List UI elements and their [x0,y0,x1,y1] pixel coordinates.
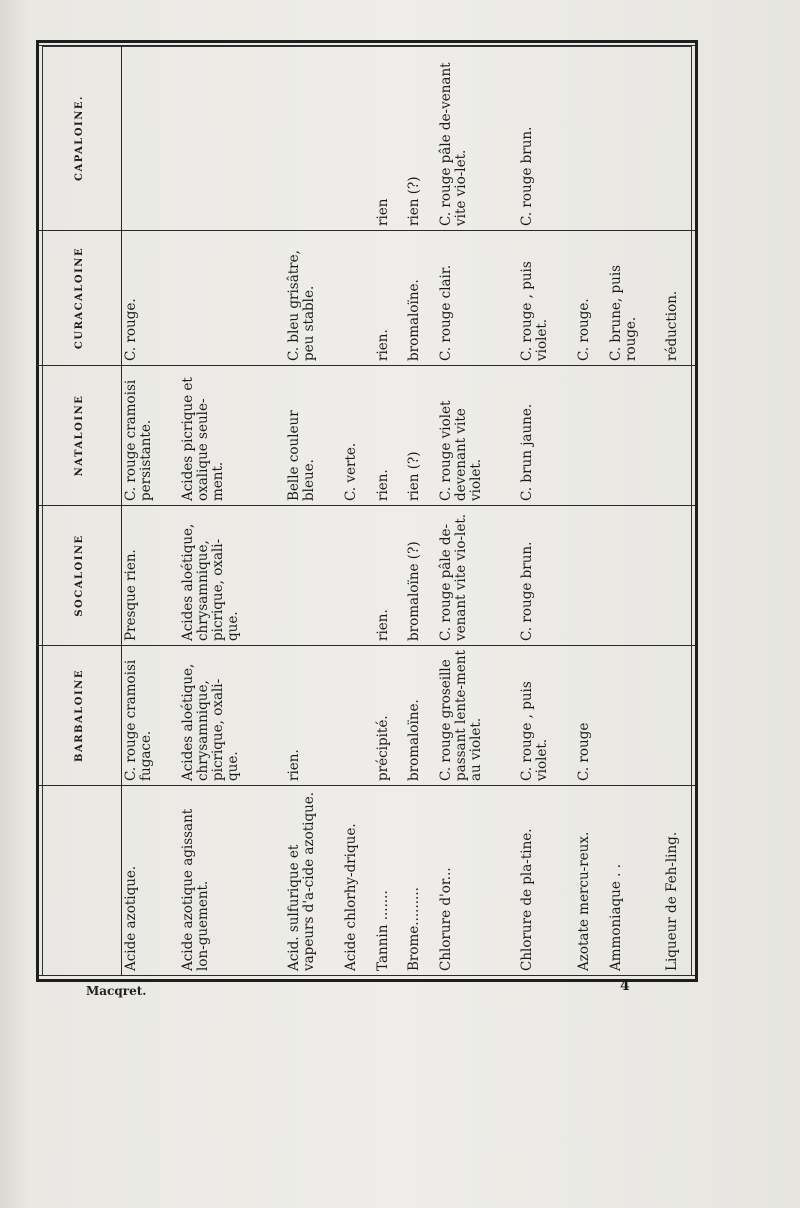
cell-reagent: Chlorure d'or... [437,786,519,976]
cell-reagent: Ammoniaque . . [607,786,664,976]
cell-barbaloine: précipité. [374,646,406,786]
table-row [575,46,607,976]
cell-socaloine: rien. [374,506,406,646]
table-row [607,46,664,976]
cell-socaloine [607,506,664,646]
cell-barbaloine: bromaloïne. [405,646,437,786]
header-socaloine: SOCALOINE [39,506,122,646]
cell-curacaloine: réduction. [663,231,695,366]
table-row [179,46,286,976]
cell-socaloine [285,506,342,646]
cell-socaloine: Acides aloétique, chrysamnique, picrique, oxali-que. [179,506,286,646]
cell-capaloine: C. rouge brun. [518,46,575,231]
table-row [663,46,695,976]
cell-barbaloine: Acides aloétique, chrysamnique, picrique, oxali-que. [179,646,286,786]
table-row [374,46,406,976]
header-nataloine: NATALOINE [39,366,122,506]
cell-capaloine: rien (?) [405,46,437,231]
cell-nataloine: rien (?) [405,366,437,506]
table-row [122,46,179,976]
cell-nataloine [575,366,607,506]
cell-capaloine [342,46,374,231]
cell-nataloine [607,366,664,506]
cell-barbaloine: C. rouge cramoisi fugace. [122,646,179,786]
header-curacaloine: CURACALOINE [39,231,122,366]
cell-curacaloine: rien. [374,231,406,366]
cell-barbaloine: rien. [285,646,342,786]
cell-curacaloine [179,231,286,366]
cell-curacaloine: C. rouge. [575,231,607,366]
cell-reagent: Chlorure de pla-tine. [518,786,575,976]
cell-barbaloine: C. rouge groseille passant lente-ment au violet. [437,646,519,786]
cell-reagent: Acide azotique agissant lon-guement. [179,786,286,976]
cell-capaloine [285,46,342,231]
cell-curacaloine: bromaloïne. [405,231,437,366]
cell-socaloine: C. rouge pâle de-venant vite vio-let. [437,506,519,646]
cell-nataloine [663,366,695,506]
cell-curacaloine: C. rouge clair. [437,231,519,366]
cell-curacaloine: C. bleu grisâtre, peu stable. [285,231,342,366]
cell-capaloine [122,46,179,231]
table-body [122,46,696,976]
cell-capaloine [607,46,664,231]
aloin-reactions-table [39,45,695,976]
cell-socaloine: Presque rien. [122,506,179,646]
header-barbaloine: BARBALOINE [39,646,122,786]
cell-reagent: Tannin ....... [374,786,406,976]
header-reagent [39,786,122,976]
table-row [285,46,342,976]
cell-socaloine [575,506,607,646]
cell-curacaloine: C. rouge , puis violet. [518,231,575,366]
cell-reagent: Liqueur de Feh-ling. [663,786,695,976]
cell-reagent: Acid. sulfurique et vapeurs d'a-cide azotique. [285,786,342,976]
cell-barbaloine [342,646,374,786]
cell-curacaloine [342,231,374,366]
cell-nataloine: Acides picrique et oxalique seule-ment. [179,366,286,506]
cell-reagent: Brome......... [405,786,437,976]
cell-capaloine: rien [374,46,406,231]
cell-socaloine: C. rouge brun. [518,506,575,646]
cell-nataloine: C. brun jaune. [518,366,575,506]
cell-capaloine [179,46,286,231]
cell-barbaloine [607,646,664,786]
cell-nataloine: Belle couleur bleue. [285,366,342,506]
cell-reagent: Acide chlorhy-drique. [342,786,374,976]
cell-curacaloine: C. rouge. [122,231,179,366]
table-row [405,46,437,976]
header-capaloine: CAPALOINE. [39,46,122,231]
cell-nataloine: C. verte. [342,366,374,506]
cell-nataloine: rien. [374,366,406,506]
rotated-table-container [39,46,695,976]
cell-barbaloine [663,646,695,786]
cell-barbaloine: C. rouge [575,646,607,786]
table-row [342,46,374,976]
cell-nataloine: C. rouge violet devenant vite violet. [437,366,519,506]
author-footer: Macqret. [86,984,147,998]
table-row [437,46,519,976]
cell-socaloine [663,506,695,646]
table-row [518,46,575,976]
cell-reagent: Acide azotique. [122,786,179,976]
cell-reagent: Azotate mercu-reux. [575,786,607,976]
cell-barbaloine: C. rouge , puis violet. [518,646,575,786]
cell-socaloine [342,506,374,646]
cell-capaloine: C. rouge pâle de-venant vite vio-let. [437,46,519,231]
cell-capaloine [663,46,695,231]
header-row [39,46,122,976]
cell-socaloine: bromaloïne (?) [405,506,437,646]
cell-nataloine: C. rouge cramoisi persistante. [122,366,179,506]
cell-capaloine [575,46,607,231]
page-mark: 4 [620,978,630,994]
cell-curacaloine: C. brune, puis rouge. [607,231,664,366]
